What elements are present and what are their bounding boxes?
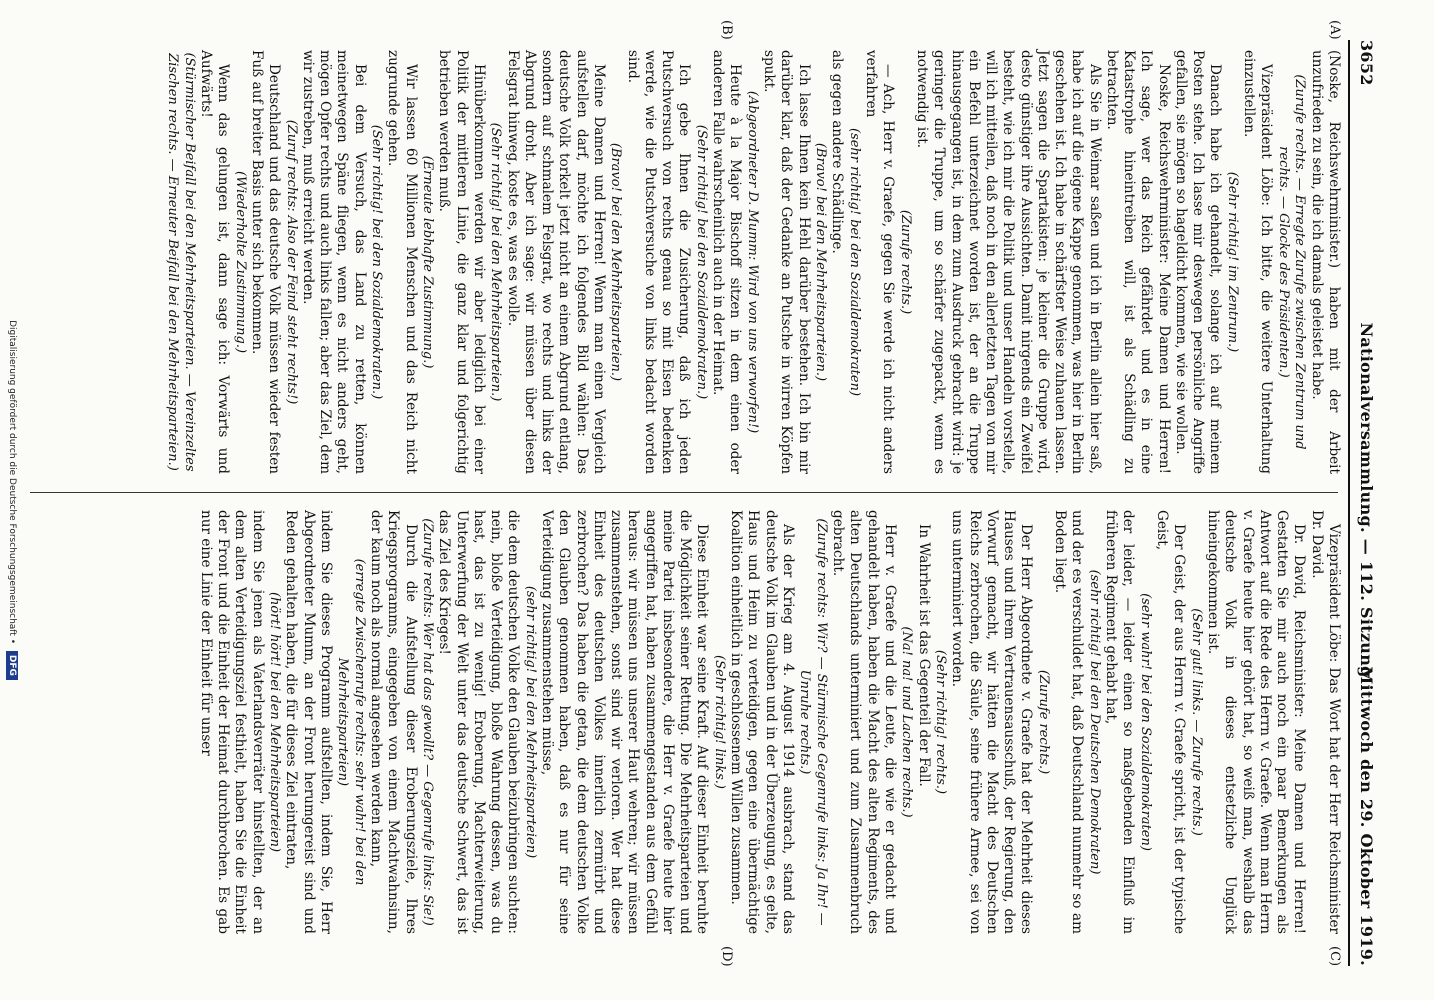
paragraph: Durch die Aufstellung dieser Eroberungsziele, Ihres Kriegsprogramms, eingegeben von einem Machtwahnsinn, der kaum noch als normal angesehen werden kann, <box>368 510 419 934</box>
interjection: (Erneute lebhafte Zustimmung.) <box>420 155 436 369</box>
interjection: (Zurufe rechts.) <box>1036 669 1051 775</box>
paragraph: Vizepräsident Löbe: Ich bitte, die weitere Unterhaltung einzustellen. <box>1241 50 1275 474</box>
paragraph: Als Sie in Weimar saßen und ich in Berlin allein hier saß, habe ich auf die eigene Kappe genommen, was hier in Berlin geschehen ist. Ich habe in schärfster Weise zuhauen lassen. Jetzt sagen die Spartakisten: je kleiner die Gruppe wird, desto günstiger ihre Aussichten. Damit nirgends ein Zweifel besteht, wie ich mir die Politik und unser Handeln vorstelle, will ich mitteilen, daß noch in den allerletzten Tagen von mir ein Befehl unterzeichnet worden ist, der an die Truppe hinausgegangen ist, in dem zum Ausdruck gebracht wird: je geringer die Truppe, um so schärfer zugepackt, wenn es notwendig ist. <box>914 50 1103 474</box>
paragraph: Hinüberkommen werden wir aber lediglich bei einer Politik der mittleren Linie, die ganz klar und folgerichtig betrieben werden muß. <box>436 50 487 474</box>
interjection: (Sehr richtig! im Zentrum.) <box>1225 171 1240 353</box>
paragraph: Der Geist, der aus Herrn v. Graefe spricht, ist der typische Geist, <box>1154 510 1188 934</box>
interjection: (sehr richtig! bei den Mehrheitsparteien) <box>523 585 538 859</box>
paragraph: Danach habe ich gehandelt, solange ich auf meinem Posten stehe. Ich lasse mir deswegen persönliche Angriffe gefallen, sie mögen so hageldicht kommen, wie sie wollen. <box>1173 50 1224 474</box>
header-rule <box>1348 40 1350 966</box>
paragraph: Vizepräsident Löbe: Das Wort hat der Herr Reichsminister Dr. David. <box>1308 510 1342 934</box>
interjection: (erregte Zwischenrufe rechts: sehr wahr! bei den Mehrheitsparteien) <box>335 558 367 886</box>
credit-text: Digitalisierung gefördert durch die Deutsche Forschungsgemeinschaft • <box>7 320 17 645</box>
paragraph: der leider, — leider einen so maßgebenden Einfluß im früheren Regiment gehabt hat, <box>1103 510 1137 934</box>
interjection: (Sehr richtig! bei den Sozialdemokraten.) <box>694 124 709 400</box>
paragraph: — Ach, Herr v. Graefe, gegen Sie werde ich nicht anders verfahren <box>863 50 897 474</box>
paragraph: Meine Damen und Herren! Wenn man einen Vergleich aufstellen darf, möchte ich folgendes Bild wählen: Das deutsche Volk torkelt jetzt nicht an einem Abgrund entlang, sondern auf schmalem Felsgrat, wo rechts und links der Abgrund droht. Aber ich sage: wir müssen über diesen Felsgrat hinweg, koste es, was es wolle. <box>504 50 607 474</box>
interjection: (Sehr richtig! rechts.) <box>933 649 949 795</box>
interjection: (Bravo! bei den Mehrheitsparteien.) <box>608 142 624 382</box>
paragraph: und der es verschuldet hat, daß Deutschland nunmehr so am Boden liegt. <box>1052 510 1086 934</box>
column-divider <box>30 492 1338 493</box>
paragraph: indem Sie jenen als Vaterlandsverräter hinstellten, der an dem alten Verteidigungsziel festhielt, haben Sie die Einheit der Front und die Einheit der Heimat durchbrochen. Es gab nur eine Linie der Einheit für unser <box>198 510 266 934</box>
interjection: (Sehr gut! links. — Zurufe rechts.) <box>1189 608 1204 836</box>
session-date: Mittwoch den 29. Oktober 1919. <box>1357 666 1376 966</box>
interjection: (Sehr richtig! bei den Mehrheitsparteien.) <box>488 122 504 402</box>
interjection: (sehr richtig! bei den Sozialdemokraten) <box>847 127 862 397</box>
paragraph: Bei dem Versuch, das Land zu retten, können meinetwegen Späne fliegen, wenn es nicht anders geht, mögen Opfer rechts und auch links fallen; aber das Ziel, dem wir zustreben, muß erreicht werden. <box>300 50 368 474</box>
interjection: (Sehr richtig! links.) <box>712 655 727 789</box>
paragraph: Heute à la Major Bischoff sitzen in dem einen oder anderen Falle wahrscheinlich auch in der Heimat. <box>710 50 744 474</box>
interjection: (Abgeordneter D. Mumm: Wird von uns verworfen!) <box>745 90 760 434</box>
paragraph: Der Herr Abgeordnete v. Graefe hat der Mehrheit dieses Hauses und ihrem Vertrauensausschuß, der Regierung, den Vorwurf gemacht, wir hätten die Macht des Deutschen Reichs zerbrochen, die Säule, seine frühere Armee, sei von uns unterminiert worden. <box>949 510 1035 934</box>
left-column <box>164 50 1342 474</box>
interjection: (Na! na! und Lachen rechts.) <box>899 626 915 818</box>
right-column <box>197 510 1342 934</box>
paragraph: indem Sie dieses Programm aufstellten, indem Sie, Herr Abgeordneter Mumm, an der Front herumgereist sind und Reden gehalten haben, die für dieses Ziel eintraten, <box>283 510 334 934</box>
margin-mark-d: (D) <box>719 946 734 967</box>
paragraph: Wir lassen 60 Millionen Menschen und das Reich nicht zugrunde gehen. <box>385 50 419 474</box>
paragraph: (Noske, Reichswehrminister.) haben mit der Arbeit unzufrieden zu sein, die ich damals geleistet habe. <box>1308 50 1342 474</box>
interjection: (Zurufe rechts: Wir? — Stürmische Gegenrufe links: Ja Ihr! — Unruhe rechts.) <box>797 518 829 926</box>
digitization-credit <box>6 0 18 1000</box>
interjection: (Zurufe rechts. — Erregte Zurufe zwischen Zentrum und rechts. — Glocke des Präsidenten.) <box>1276 74 1308 450</box>
paragraph: die dem deutschen Volke den Glauben beizubringen suchten: nein, bloße Verteidigung, bloße Wahrung dessen, was du hast, das ist zu wenig! Eroberung, Machterweiterung, Unterwerfung der Welt unter das deutsche Schwert, das ist das Ziel des Krieges! <box>436 510 522 934</box>
paragraph: Dr. David, Reichsminister: Meine Damen und Herren! Gestatten Sie mir auch noch ein paar Bemerkungen als Antwort auf die Rede des Herrn v. Graefe. Wenn man Herrn v. Graefe heute hier gehört hat, so weiß man, weshalb das deutsche Volk in dieses entsetzliche Unglück hineingekommen ist. <box>1205 510 1308 934</box>
running-title: Nationalversammlung. — 112. Sitzung. <box>1357 322 1376 684</box>
paragraph: Als der Krieg am 4. August 1914 ausbrach, stand das deutsche Volk im Glauben und in der Überzeugung, es gelte, Haus und Heim zu verteidigen, gegen eine übermächtige Koalition einheitlich in geschlossenem Willen zusammen. <box>728 510 796 934</box>
paragraph: Noske, Reichswehrminister: Meine Damen und Herren! Ich sage, wer das Reich gefährdet und es in eine Katastrophe hineintreiben will, ist als Schädling zu betrachten. <box>1104 50 1172 474</box>
paragraph: Ich gebe Ihnen die Zusicherung, daß ich jeden Putschversuch von rechts genau so mit Eisen bedenken werde, wie die Putschversuche von links bedacht worden sind. <box>624 50 693 474</box>
interjection: (Zuruf rechts: Also der Feind steht rechts!) <box>283 119 299 405</box>
interjection: (Stürmischer Beifall bei den Mehrheitsparteien. — Vereinzeltes Zischen rechts. — Erneuter Beifall bei den Mehrheitsparteien.) <box>165 52 197 472</box>
interjection: (Zurufe rechts.) <box>898 209 913 315</box>
interjection: (Zurufe rechts: Wer hat das gewollt? — Gegenrufe links: Sie!) <box>420 518 436 926</box>
paragraph: als gegen andere Schädlinge. <box>829 50 846 254</box>
interjection: (sehr wahr! bei den Sozialdemokraten) <box>1138 593 1153 851</box>
paragraph: In Wahrheit ist das Gegenteil der Fall. <box>915 524 932 787</box>
dfg-logo: DFG <box>6 651 18 680</box>
paragraph: Diese Einheit war seine Kraft. Auf dieser Einheit beruhte die Möglichkeit seiner Rettung. Die Mehrheitsparteien und meine Partei insbesondere, die Herr v. Graefe heute hier angegriffen hat, haben zusammengestanden aus dem Gefühl heraus: wir müssen uns unserer Haut wehren; wir müssen zusammenstehen, sonst sind wir verloren. Wer hat diese Einheit des deutschen Volkes innerlich zermürbt und zerbrochen? Das haben die getan, die dem deutschen Volke den Glauben genommen haben, daß es nur für seine Verteidigung zusammenstehen müsse, <box>539 510 711 934</box>
interjection: (Sehr richtig! bei den Sozialdemokraten.) <box>369 124 385 400</box>
margin-mark-c: (C) <box>1327 946 1342 967</box>
interjection: (hört! hört! bei den Mehrheitsparteien) <box>267 591 283 853</box>
paragraph: Deutschland und das deutsche Volk müssen wieder festen Fuß auf breiter Basis unter sich bekommen. <box>249 50 283 474</box>
interjection: (Wiederholte Zustimmung.) <box>232 170 248 354</box>
paragraph: Ich lasse Ihnen kein Hehl darüber bestehen. Ich bin mir darüber klar, daß der Gedanke an Putsche in wirren Köpfen spukt. <box>761 50 812 474</box>
margin-mark-b: (B) <box>719 20 734 40</box>
page-number: 3652 <box>1357 40 1376 86</box>
margin-mark-a: (A) <box>1327 20 1342 40</box>
paragraph: Wenn das gelungen ist, dann sage ich: Vorwärts und Aufwärts! <box>198 50 232 474</box>
paragraph: Herr v. Graefe und die Leute, die wie er gedacht und gehandelt haben, haben die Macht des alten Regiments, des alten Deutschlands unterminiert und zum Zusammenbruch gebracht. <box>830 510 898 934</box>
running-head <box>1352 40 1376 966</box>
interjection: (Bravo! bei den Mehrheitsparteien.) <box>813 142 829 382</box>
interjection: (sehr richtig! bei den Deutschen Demokraten) <box>1087 569 1102 875</box>
